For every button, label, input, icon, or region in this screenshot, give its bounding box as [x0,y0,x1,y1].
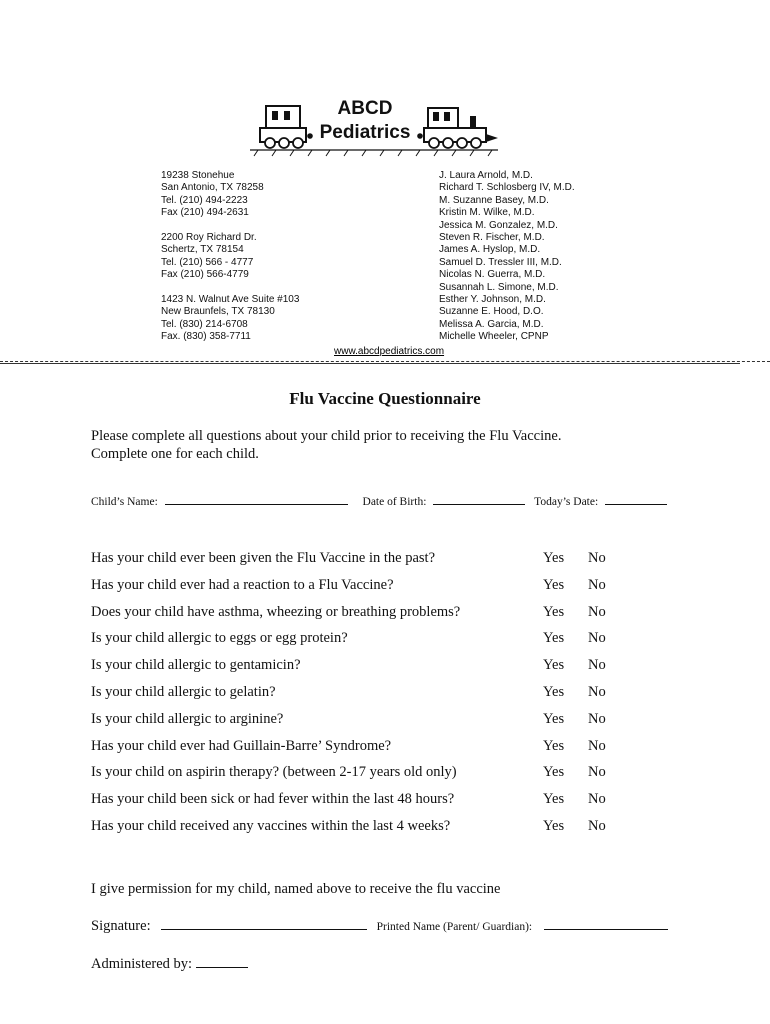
staff-member: J. Laura Arnold, M.D. [439,170,533,181]
administered-row [91,955,248,973]
todays-date-label: Today’s Date: [534,496,599,508]
no-option[interactable]: No [588,657,606,674]
question-text: Is your child on aspirin therapy? (between 2-17 years old only) [91,764,457,781]
yes-option[interactable]: Yes [543,630,565,647]
no-option[interactable]: No [588,764,606,781]
question-row [91,630,651,657]
no-option[interactable]: No [588,603,606,620]
staff-member: Samuel D. Tressler III, M.D. [439,256,562,268]
yes-option[interactable]: Yes [543,737,565,754]
fax-line: Fax (210) 494-2631 [161,207,249,219]
yes-option[interactable]: Yes [543,817,565,834]
phone-line: Tel. (830) 214-6708 [161,318,248,330]
address-line: Schertz, TX 78154 [161,244,244,256]
question-text: Is your child allergic to arginine? [91,710,284,727]
child-name-label: Child’s Name: [91,496,158,508]
office-addresses [161,170,299,344]
staff-member: Richard T. Schlosberg IV, M.D. [439,182,575,194]
yes-option[interactable]: Yes [543,683,565,700]
question-row [91,711,651,738]
yes-option[interactable]: Yes [543,710,565,727]
yes-option[interactable]: Yes [543,657,565,674]
signature-field[interactable] [161,917,367,930]
question-text: Has your child been sick or had fever within the last 48 hours? [91,791,455,808]
abcd-pediatrics-logo [248,90,508,158]
question-row [91,738,651,765]
no-option[interactable]: No [588,683,606,700]
logo-line1: ABCD [337,98,393,119]
question-row [91,791,651,818]
website-link[interactable]: www.abcdpediatrics.com [334,346,445,357]
question-text: Has your child ever had a reaction to a Flu Vaccine? [91,576,394,593]
staff-list [439,170,575,344]
no-option[interactable]: No [588,710,606,727]
question-row [91,764,651,791]
address-line: 1423 N. Walnut Ave Suite #103 [161,294,300,306]
no-option[interactable]: No [588,817,606,834]
staff-member: Kristin M. Wilke, M.D. [439,207,535,219]
todays-date-field[interactable] [605,493,667,505]
question-row [91,684,651,711]
question-text: Has your child ever been given the Flu Vaccine in the past? [91,550,435,566]
dob-label: Date of Birth: [362,496,427,508]
question-text: Has your child received any vaccines within the last 4 weeks? [91,817,451,834]
header-divider [0,361,770,362]
phone-line: Tel. (210) 566 - 4777 [161,256,254,268]
address-line: 19238 Stonehue [161,170,235,181]
administered-by-label: Administered by: [91,956,193,972]
question-row [91,818,651,845]
yes-option[interactable]: Yes [543,550,565,566]
fax-line: Fax (210) 566-4779 [161,269,249,281]
question-row [91,604,651,631]
question-row [91,577,651,604]
no-option[interactable]: No [588,737,606,754]
child-info-fields [91,493,667,508]
question-text: Is your child allergic to gentamicin? [91,657,301,674]
staff-member: Susannah L. Simone, M.D. [439,281,559,293]
question-text: Is your child allergic to gelatin? [91,683,276,700]
no-option[interactable]: No [588,550,606,566]
header-divider [0,363,740,364]
signature-row [91,917,668,935]
staff-member: Steven R. Fischer, M.D. [439,232,545,244]
question-row [91,550,651,577]
dob-field[interactable] [433,493,525,505]
no-option[interactable]: No [588,791,606,808]
question-text: Is your child allergic to eggs or egg protein? [91,630,348,647]
child-name-field[interactable] [165,493,348,505]
question-text: Does your child have asthma, wheezing or breathing problems? [91,603,461,620]
address-line: New Braunfels, TX 78130 [161,306,275,318]
staff-member: Esther Y. Johnson, M.D. [439,294,546,306]
address-line: 2200 Roy Richard Dr. [161,232,257,244]
yes-option[interactable]: Yes [543,603,565,620]
yes-option[interactable]: Yes [543,764,565,781]
instructions [91,427,561,463]
instruction-line: Please complete all questions about your child prior to receiving the Flu Vaccine. [91,428,562,444]
instruction-line: Complete one for each child. [91,446,259,462]
phone-line: Tel. (210) 494-2223 [161,194,248,206]
staff-member: Michelle Wheeler, CPNP [439,331,549,343]
staff-member: M. Suzanne Basey, M.D. [439,194,549,206]
staff-member: Suzanne E. Hood, D.O. [439,306,544,318]
permission-statement: I give permission for my child, named above to receive the flu vaccine [91,881,501,897]
yes-option[interactable]: Yes [543,791,565,808]
question-text: Has your child ever had Guillain-Barre’ Syndrome? [91,737,392,754]
yes-option[interactable]: Yes [543,576,565,593]
address-line: San Antonio, TX 78258 [161,182,264,194]
question-list [91,550,651,845]
signature-label: Signature: [91,918,151,934]
question-row [91,657,651,684]
staff-member: Melissa A. Garcia, M.D. [439,318,544,330]
staff-member: Jessica M. Gonzalez, M.D. [439,219,558,231]
printed-name-field[interactable] [544,917,668,930]
fax-line: Fax. (830) 358-7711 [161,331,251,343]
page-title: Flu Vaccine Questionnaire [289,389,481,408]
staff-member: James A. Hyslop, M.D. [439,244,541,256]
printed-name-label: Printed Name (Parent/ Guardian): [376,921,533,933]
staff-member: Nicolas N. Guerra, M.D. [439,269,546,281]
no-option[interactable]: No [588,576,606,593]
no-option[interactable]: No [588,630,606,647]
logo-line2: Pediatrics [319,122,411,143]
administered-by-field[interactable] [196,955,248,968]
